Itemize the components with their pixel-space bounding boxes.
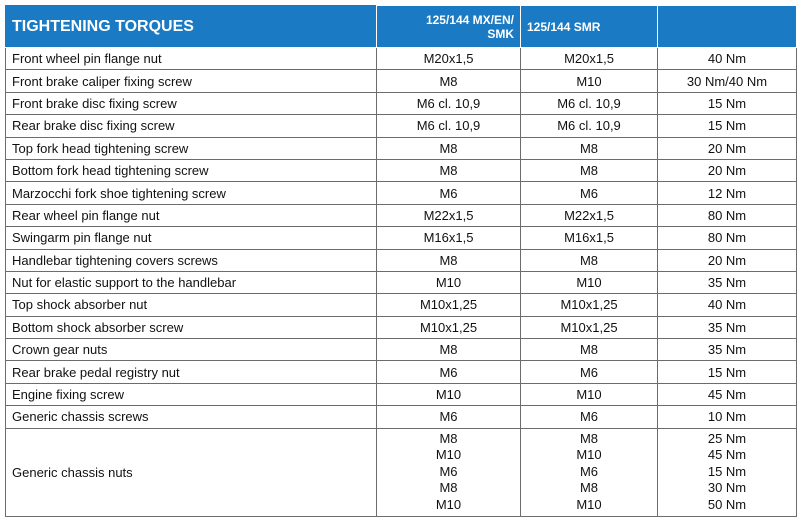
tightening-torques-table <box>5 5 797 517</box>
table-row <box>6 115 797 137</box>
table-row <box>6 227 797 249</box>
table-row <box>6 182 797 204</box>
part-cell: Crown gear nuts <box>6 339 377 361</box>
part-cell: Generic chassis screws <box>6 406 377 428</box>
mx-thread-cell: M8 <box>377 70 521 92</box>
torque-cell: 35 Nm <box>658 339 797 361</box>
part-cell: Swingarm pin flange nut <box>6 227 377 249</box>
mx-thread-cell: M8 <box>377 249 521 271</box>
mx-thread-cell: M6 cl. 10,9 <box>377 115 521 137</box>
stack-value: 45 Nm <box>707 447 747 463</box>
part-cell: Handlebar tightening covers screws <box>6 249 377 271</box>
table-row <box>6 70 797 92</box>
torque-cell: 15 Nm <box>658 361 797 383</box>
stack-value: M6 <box>579 463 599 479</box>
table-row <box>6 271 797 293</box>
mx-thread-cell: M8 <box>377 339 521 361</box>
stack-value: 30 Nm <box>707 480 747 496</box>
table-row <box>6 92 797 114</box>
part-cell: Nut for elastic support to the handlebar <box>6 271 377 293</box>
part-cell: Top shock absorber nut <box>6 294 377 316</box>
torque-cell: 45 Nm <box>658 383 797 405</box>
stack-value: M8 <box>579 480 599 496</box>
smr-thread-cell <box>521 428 658 516</box>
mx-thread-cell: M20x1,5 <box>377 48 521 70</box>
smr-thread-cell: M8 <box>521 159 658 181</box>
column-header-mx-en-smk <box>377 6 521 48</box>
table-row <box>6 48 797 70</box>
smr-thread-cell: M6 cl. 10,9 <box>521 115 658 137</box>
table-row <box>6 406 797 428</box>
stack-value: 15 Nm <box>707 463 747 479</box>
mx-thread-cell: M6 <box>377 361 521 383</box>
mx-thread-cell: M6 cl. 10,9 <box>377 92 521 114</box>
smr-thread-cell: M6 <box>521 182 658 204</box>
stack-value: M10 <box>576 497 602 513</box>
stack-value: 50 Nm <box>707 497 747 513</box>
smr-thread-cell: M10 <box>521 70 658 92</box>
column-header-smr: 125/144 SMR <box>521 6 658 48</box>
part-cell: Bottom shock absorber screw <box>6 316 377 338</box>
part-cell: Top fork head tightening screw <box>6 137 377 159</box>
part-cell: Rear wheel pin flange nut <box>6 204 377 226</box>
torque-cell: 40 Nm <box>658 48 797 70</box>
torque-cell: 30 Nm/40 Nm <box>658 70 797 92</box>
torque-cell: 15 Nm <box>658 115 797 137</box>
smr-thread-cell: M8 <box>521 249 658 271</box>
stack-value: M6 <box>439 463 458 479</box>
torque-cell: 80 Nm <box>658 227 797 249</box>
stack-value: M8 <box>439 430 458 446</box>
torque-cell: 12 Nm <box>658 182 797 204</box>
smr-thread-cell: M10x1,25 <box>521 294 658 316</box>
mx-thread-cell: M16x1,5 <box>377 227 521 249</box>
mx-thread-cell-stack <box>377 431 520 514</box>
torque-cell: 20 Nm <box>658 159 797 181</box>
mx-thread-cell: M10 <box>377 383 521 405</box>
stack-value: M8 <box>579 430 599 446</box>
torque-cell <box>658 428 797 516</box>
torque-cell: 80 Nm <box>658 204 797 226</box>
table-row <box>6 361 797 383</box>
part-cell: Engine fixing screw <box>6 383 377 405</box>
smr-thread-cell: M6 <box>521 406 658 428</box>
torque-cell: 35 Nm <box>658 316 797 338</box>
smr-thread-cell: M10x1,25 <box>521 316 658 338</box>
stack-value: M10 <box>435 447 462 463</box>
mx-thread-cell <box>377 428 521 516</box>
mx-thread-cell: M6 <box>377 182 521 204</box>
mx-thread-cell: M8 <box>377 137 521 159</box>
table-row <box>6 383 797 405</box>
torque-cell: 20 Nm <box>658 249 797 271</box>
table-row <box>6 159 797 181</box>
table-row <box>6 204 797 226</box>
part-cell: Rear brake disc fixing screw <box>6 115 377 137</box>
part-cell: Marzocchi fork shoe tightening screw <box>6 182 377 204</box>
mx-thread-cell: M8 <box>377 159 521 181</box>
mx-thread-cell: M6 <box>377 406 521 428</box>
mx-thread-cell: M10 <box>377 271 521 293</box>
table-row <box>6 339 797 361</box>
smr-thread-cell: M10 <box>521 271 658 293</box>
part-cell: Rear brake pedal registry nut <box>6 361 377 383</box>
torque-table-container <box>5 5 797 517</box>
part-cell: Front wheel pin flange nut <box>6 48 377 70</box>
smr-thread-cell: M8 <box>521 137 658 159</box>
part-cell: Bottom fork head tightening screw <box>6 159 377 181</box>
part-cell: Front brake caliper fixing screw <box>6 70 377 92</box>
smr-thread-cell: M16x1,5 <box>521 227 658 249</box>
table-row <box>6 249 797 271</box>
smr-thread-cell-stack <box>521 431 657 514</box>
smr-thread-cell: M6 cl. 10,9 <box>521 92 658 114</box>
column-header-torque <box>658 6 797 48</box>
table-title: TIGHTENING TORQUES <box>6 6 377 48</box>
smr-thread-cell: M20x1,5 <box>521 48 658 70</box>
torque-cell: 35 Nm <box>658 271 797 293</box>
torque-cell-stack <box>658 431 796 514</box>
table-row <box>6 137 797 159</box>
mx-thread-cell: M10x1,25 <box>377 316 521 338</box>
smr-thread-cell: M22x1,5 <box>521 204 658 226</box>
table-row <box>6 316 797 338</box>
smr-thread-cell: M10 <box>521 383 658 405</box>
mx-thread-cell: M10x1,25 <box>377 294 521 316</box>
part-cell: Front brake disc fixing screw <box>6 92 377 114</box>
torque-cell: 20 Nm <box>658 137 797 159</box>
stack-value: 25 Nm <box>707 430 747 446</box>
smr-thread-cell: M8 <box>521 339 658 361</box>
table-header-row <box>6 6 797 48</box>
smr-thread-cell: M6 <box>521 361 658 383</box>
torque-cell: 10 Nm <box>658 406 797 428</box>
column-header-mx-en-smk-label: 125/144 MX/EN/ SMK <box>425 12 514 41</box>
torque-cell: 15 Nm <box>658 92 797 114</box>
stack-value: M10 <box>576 447 602 463</box>
mx-thread-cell: M22x1,5 <box>377 204 521 226</box>
table-row-generic-chassis-nuts <box>6 428 797 516</box>
torque-cell: 40 Nm <box>658 294 797 316</box>
stack-value: M8 <box>439 480 458 496</box>
table-body <box>6 48 797 517</box>
part-cell: Generic chassis nuts <box>6 428 377 516</box>
table-row <box>6 294 797 316</box>
stack-value: M10 <box>435 497 462 513</box>
